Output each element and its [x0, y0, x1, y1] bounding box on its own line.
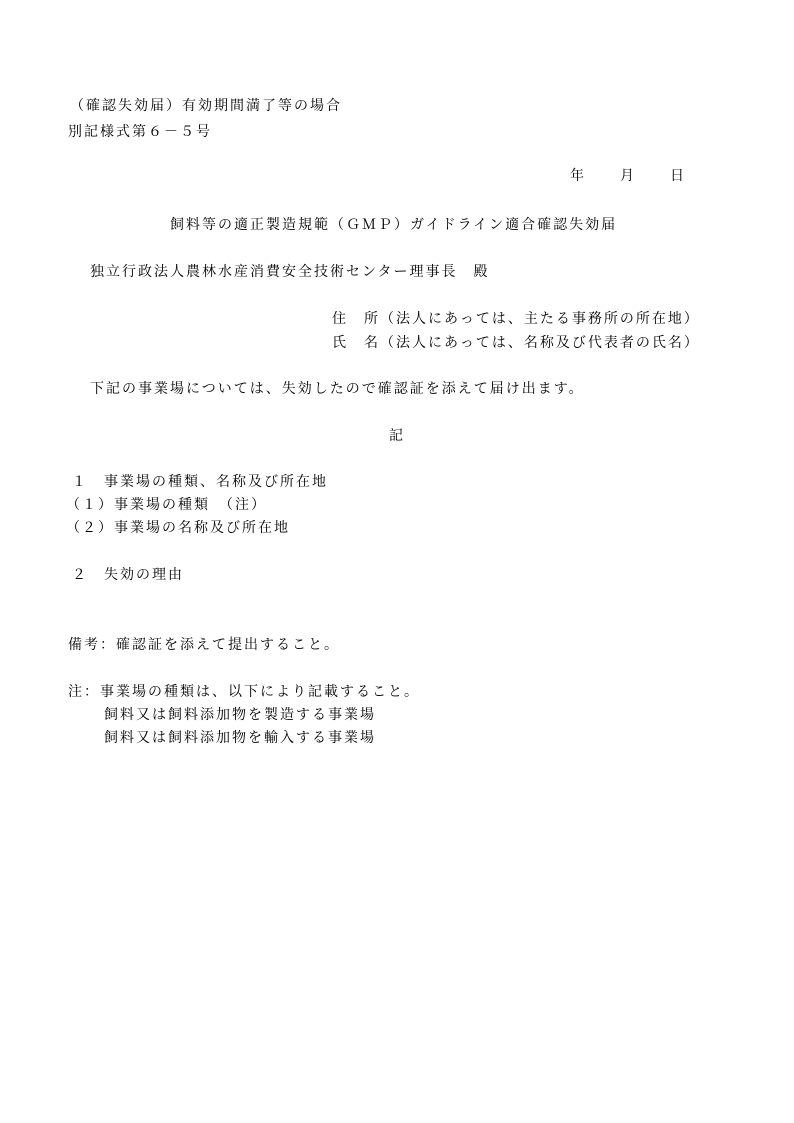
ki-marker: 記 [389, 428, 405, 444]
document-title: 飼料等の適正製造規範（ＧＭＰ）ガイドライン適合確認失効届 [170, 217, 618, 233]
body-text: 下記の事業場については、失効したので確認証を添えて届け出ます。 [90, 381, 585, 397]
applicant-address-label: 住 所（法人にあっては、主たる事務所の所在地） [332, 311, 700, 327]
note-line-2: 飼料又は飼料添加物を製造する事業場 [104, 707, 376, 723]
note-line-3: 飼料又は飼料添加物を輸入する事業場 [104, 730, 376, 746]
remarks: 備考：確認証を添えて提出すること。 [68, 637, 340, 653]
date-line [570, 166, 686, 186]
addressee: 独立行政法人農林水産消費安全技術センター理事長 殿 [90, 264, 490, 280]
item-1: １ 事業場の種類、名称及び所在地 [72, 474, 328, 490]
item-1-1: （１）事業場の種類 （注） [66, 497, 267, 513]
date-year: 年 [570, 168, 586, 184]
form-number: 別記様式第６－５号 [68, 124, 212, 140]
applicant-name-label: 氏 名（法人にあっては、名称及び代表者の氏名） [332, 335, 700, 351]
item-2: ２ 失効の理由 [72, 567, 184, 583]
date-month: 月 [620, 168, 636, 184]
form-note: （確認失効届）有効期間満了等の場合 [70, 98, 342, 114]
note-line-1: 注：事業場の種類は、以下により記載すること。 [68, 684, 420, 700]
date-day: 日 [670, 168, 686, 184]
item-1-2: （２）事業場の名称及び所在地 [66, 520, 290, 536]
